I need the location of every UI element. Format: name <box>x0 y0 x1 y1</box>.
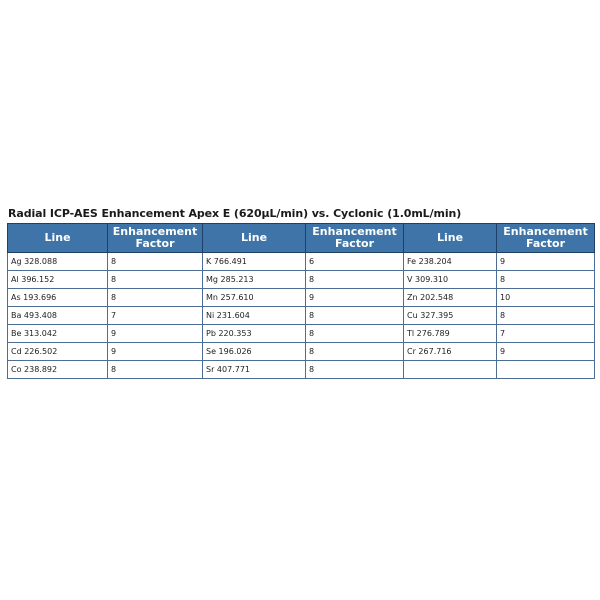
line-cell: Ba 493.408 <box>8 307 108 325</box>
line-cell: Cd 226.502 <box>8 343 108 361</box>
table-row <box>8 253 595 271</box>
factor-cell: 8 <box>497 271 595 289</box>
line-cell: Fe 238.204 <box>404 253 497 271</box>
factor-cell: 9 <box>497 343 595 361</box>
factor-cell: 8 <box>108 253 203 271</box>
line-cell: Se 196.026 <box>203 343 306 361</box>
factor-cell <box>497 361 595 379</box>
factor-cell: 9 <box>497 253 595 271</box>
line-cell: Sr 407.771 <box>203 361 306 379</box>
factor-cell: 8 <box>497 307 595 325</box>
line-cell: V 309.310 <box>404 271 497 289</box>
table-row <box>8 307 595 325</box>
factor-cell: 9 <box>306 289 404 307</box>
factor-cell: 8 <box>108 361 203 379</box>
factor-cell: 10 <box>497 289 595 307</box>
column-header-line: Line <box>404 224 497 253</box>
line-cell: Mn 257.610 <box>203 289 306 307</box>
enhancement-table <box>7 223 595 379</box>
factor-cell: 7 <box>108 307 203 325</box>
table-title: Radial ICP-AES Enhancement Apex E (620µL/min) vs. Cyclonic (1.0mL/min) <box>8 207 462 220</box>
column-header-line: Line <box>8 224 108 253</box>
factor-cell: 8 <box>306 361 404 379</box>
column-header-enhancement-factor: Enhancement Factor <box>497 224 595 253</box>
line-cell: Zn 202.548 <box>404 289 497 307</box>
factor-cell: 8 <box>108 289 203 307</box>
column-header-line: Line <box>203 224 306 253</box>
factor-cell: 9 <box>108 325 203 343</box>
factor-cell: 6 <box>306 253 404 271</box>
factor-cell: 7 <box>497 325 595 343</box>
column-header-enhancement-factor: Enhancement Factor <box>108 224 203 253</box>
line-cell: Ag 328.088 <box>8 253 108 271</box>
table-row <box>8 289 595 307</box>
line-cell: Cu 327.395 <box>404 307 497 325</box>
line-cell: Cr 267.716 <box>404 343 497 361</box>
line-cell: Be 313.042 <box>8 325 108 343</box>
line-cell: Co 238.892 <box>8 361 108 379</box>
factor-cell: 8 <box>306 271 404 289</box>
line-cell <box>404 361 497 379</box>
line-cell: Mg 285.213 <box>203 271 306 289</box>
table-row <box>8 343 595 361</box>
table-row <box>8 271 595 289</box>
factor-cell: 8 <box>306 325 404 343</box>
factor-cell: 9 <box>108 343 203 361</box>
line-cell: As 193.696 <box>8 289 108 307</box>
table-row <box>8 325 595 343</box>
line-cell: Tl 276.789 <box>404 325 497 343</box>
factor-cell: 8 <box>306 343 404 361</box>
column-header-enhancement-factor: Enhancement Factor <box>306 224 404 253</box>
table-row <box>8 361 595 379</box>
line-cell: Pb 220.353 <box>203 325 306 343</box>
line-cell: Ni 231.604 <box>203 307 306 325</box>
factor-cell: 8 <box>108 271 203 289</box>
factor-cell: 8 <box>306 307 404 325</box>
line-cell: K 766.491 <box>203 253 306 271</box>
line-cell: Al 396.152 <box>8 271 108 289</box>
header-row <box>8 224 595 253</box>
